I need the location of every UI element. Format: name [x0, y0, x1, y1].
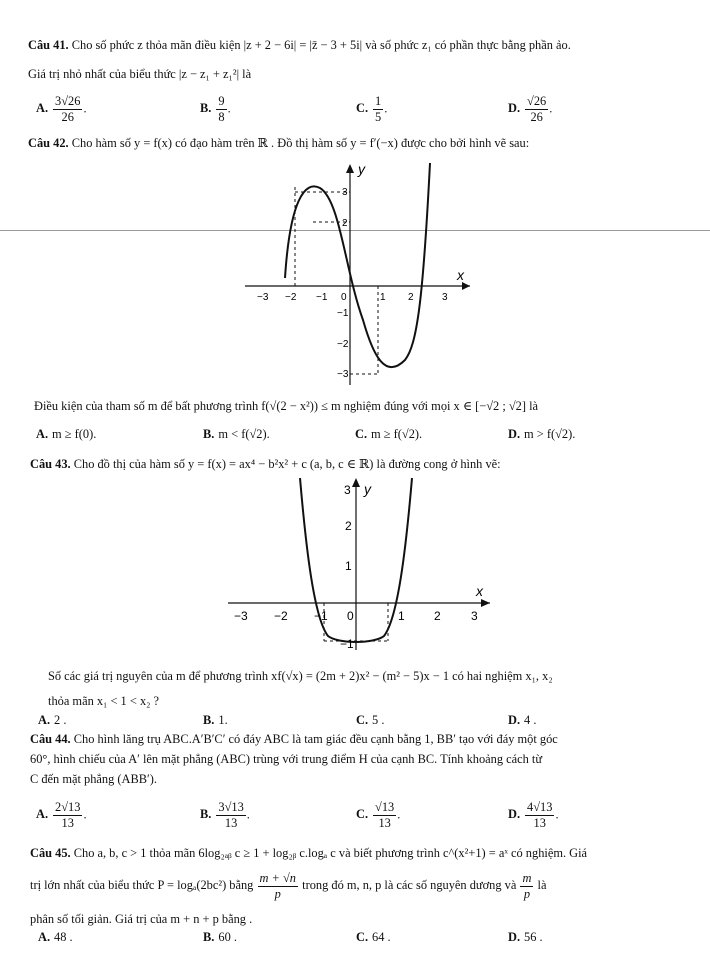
- q45-text: Cho a, b, c > 1 thỏa mãn 6log₂ₐᵦ c ≥ 1 + log₂ᵦ c.logₐ c và biết phương trình c^(x²+1) = aˣ có nghiệm. Giá: [73, 846, 588, 860]
- q44-choice-d[interactable]: D. $\frac{4√13}{13}$ .: [508, 800, 559, 830]
- q42-label: Câu 42.: [28, 136, 69, 150]
- q43-label: Câu 43.: [30, 457, 71, 471]
- q43-x-arrow: [481, 599, 490, 607]
- choice-label: D.: [508, 713, 521, 727]
- choice-label: C.: [355, 427, 368, 441]
- q42-tick: −2: [337, 339, 349, 350]
- q43-line3: thỏa mãn x₁ < 1 < x₂ ?: [48, 694, 160, 708]
- q41-line2: Giá trị nhỏ nhất của biểu thức |z − z₁ + z₁²| là: [28, 67, 252, 81]
- fraction: $\frac{m}{p}$: [522, 870, 532, 901]
- q42-tick: −3: [257, 292, 269, 303]
- q43-line2: Số các giá trị nguyên của m để phương trình xf(√x) = (2m + 2)x² − (m² − 5)x − 1 có hai nghiệm x₁, x₂: [48, 669, 553, 683]
- q41-label: Câu 41.: [28, 38, 69, 52]
- q43-choice-d[interactable]: D. 4 .: [508, 713, 537, 727]
- choice-label: D.: [508, 101, 521, 116]
- q44-text: Cho hình lăng trụ ABC.A′B′C′ có đáy ABC là tam giác đều cạnh bằng 1, BB′ tạo với đáy một góc: [73, 732, 558, 746]
- q41-choice-d[interactable]: D. $\frac{√26}{26}$ .: [508, 94, 553, 124]
- choice-label: B.: [203, 930, 215, 944]
- q42-tick: 3: [442, 292, 448, 303]
- q43-choice-a[interactable]: A. 2 .: [38, 713, 67, 727]
- q43-tick: −1: [314, 609, 328, 623]
- q43-graph: [228, 478, 498, 658]
- q43-tick: −1: [340, 637, 354, 651]
- q43-tick: 1: [345, 559, 352, 573]
- fraction: $\frac{√26}{26}$: [527, 94, 547, 124]
- q43-text: Cho đồ thị của hàm số y = f(x) = ax⁴ − b²x² + c (a, b, c ∈ ℝ) là đường cong ở hình vẽ:: [73, 457, 501, 471]
- choice-label: A.: [36, 427, 49, 441]
- q45-line2-part1: trị lớn nhất của biểu thức P = logₐ(2bc²) bằng: [30, 878, 254, 892]
- q44-choice-b[interactable]: B. $\frac{3√13}{13}$ .: [200, 800, 250, 830]
- q42-tick: −2: [285, 292, 297, 303]
- q44-label: Câu 44.: [30, 732, 71, 746]
- q44-line3: C đến mặt phẳng (ABB′).: [30, 772, 157, 786]
- q42-tick: −1: [337, 308, 349, 319]
- choice-label: C.: [356, 713, 369, 727]
- fraction: $\frac{3√26}{26}$: [55, 94, 81, 124]
- fraction: $\frac{1}{5}$: [375, 94, 382, 124]
- choice-label: D.: [508, 930, 521, 944]
- q41-choice-a[interactable]: A. $\frac{3√26}{26}$ .: [36, 94, 87, 124]
- q42-tick: −3: [337, 369, 349, 380]
- q42-x-arrow: [462, 282, 470, 290]
- q45-choice-d[interactable]: D. 56 .: [508, 930, 543, 944]
- choice-label: A.: [36, 807, 49, 822]
- q42-tick: 2: [342, 218, 348, 229]
- q42-choice-c[interactable]: C. m ≥ f(√2).: [355, 427, 423, 441]
- q45-line2-part2: trong đó m, n, p là các số nguyên dương và: [302, 878, 517, 892]
- q45-choice-c[interactable]: C. 64 .: [356, 930, 391, 944]
- q45-line2: [30, 868, 546, 902]
- q43-choice-b[interactable]: B. 1.: [203, 713, 228, 727]
- q44-choice-a[interactable]: A. $\frac{2√13}{13}$ .: [36, 800, 87, 830]
- q44-choice-c[interactable]: C. $\frac{√13}{13}$ .: [356, 800, 401, 830]
- q45-label: Câu 45.: [30, 846, 71, 860]
- q43-tick: 1: [398, 609, 405, 623]
- choice-label: B.: [203, 427, 215, 441]
- q44-line1: [30, 731, 558, 747]
- q43-tick: −2: [274, 609, 288, 623]
- q42-tick: 2: [408, 292, 414, 303]
- q42-line1: [28, 135, 529, 151]
- choice-label: A.: [38, 713, 51, 727]
- choice-label: C.: [356, 930, 369, 944]
- q44-line2: 60°, hình chiếu của A′ lên mặt phẳng (ABC) trùng với trung điểm H của cạnh BC. Tính khoảng cách từ: [30, 752, 543, 766]
- fraction: $\frac{3√13}{13}$: [218, 800, 244, 830]
- q42-text: Cho hàm số y = f(x) có đạo hàm trên ℝ . Đồ thị hàm số y = f′(−x) được cho bởi hình vẽ sau:: [71, 136, 530, 150]
- q43-y-label: y: [364, 481, 371, 497]
- q43-y-arrow: [352, 478, 360, 487]
- q42-choice-b[interactable]: B. m < f(√2).: [203, 427, 270, 441]
- q42-y-arrow: [346, 164, 354, 173]
- q41-choice-c[interactable]: C. $\frac{1}{5}$ .: [356, 94, 388, 124]
- q42-curve: [285, 163, 430, 367]
- q42-tick: −1: [316, 292, 328, 303]
- choice-label: B.: [203, 713, 215, 727]
- fraction: $\frac{2√13}{13}$: [55, 800, 81, 830]
- q42-tick: 3: [342, 187, 348, 198]
- fraction: $\frac{√13}{13}$: [375, 800, 395, 830]
- q41-line1: [28, 37, 571, 53]
- fraction: $\frac{9}{8}$: [218, 94, 225, 124]
- q42-choice-d[interactable]: D. m > f(√2).: [508, 427, 576, 441]
- q42-tick: 1: [380, 292, 386, 303]
- q45-choice-a[interactable]: A. 48 .: [38, 930, 73, 944]
- choice-label: D.: [508, 427, 521, 441]
- q43-tick: 2: [434, 609, 441, 623]
- q43-tick: 2: [345, 519, 352, 533]
- choice-label: A.: [38, 930, 51, 944]
- choice-label: B.: [200, 807, 212, 822]
- q43-tick: 3: [344, 483, 351, 497]
- q45-line3: phân số tối giản. Giá trị của m + n + p bằng .: [30, 912, 253, 926]
- choice-label: D.: [508, 807, 521, 822]
- q42-y-label: y: [358, 161, 365, 177]
- q45-line1: [30, 845, 587, 861]
- q43-choice-c[interactable]: C. 5 .: [356, 713, 385, 727]
- q41-text: Cho số phức z thỏa mãn điều kiện |z + 2 − 6i| = |z̄ − 3 + 5i| và số phức z₁ có phần thực bằng phần ảo.: [71, 38, 571, 52]
- choice-label: C.: [356, 101, 369, 116]
- choice-label: C.: [356, 807, 369, 822]
- q43-tick: 3: [471, 609, 478, 623]
- q45-line2-part3: là: [537, 878, 547, 892]
- q43-tick: −3: [234, 609, 248, 623]
- q43-tick: 0: [347, 609, 354, 623]
- q42-choice-a[interactable]: A. m ≥ f(0).: [36, 427, 97, 441]
- q42-graph: [245, 160, 475, 390]
- q41-choice-b[interactable]: B. $\frac{9}{8}$ .: [200, 94, 231, 124]
- fraction: $\frac{4√13}{13}$: [527, 800, 553, 830]
- q43-line1: [30, 456, 501, 472]
- q42-tick: 0: [341, 292, 347, 303]
- choice-label: B.: [200, 101, 212, 116]
- q42-line2: Điều kiện của tham số m để bất phương trình f(√(2 − x²)) ≤ m nghiệm đúng với mọi x ∈ [−√2 ; √2] là: [34, 399, 539, 413]
- q45-choice-b[interactable]: B. 60 .: [203, 930, 237, 944]
- q43-x-label: x: [476, 583, 483, 599]
- choice-label: A.: [36, 101, 49, 116]
- fraction: $\frac{m + √n}{p}$: [259, 870, 297, 901]
- q42-x-label: x: [457, 267, 464, 283]
